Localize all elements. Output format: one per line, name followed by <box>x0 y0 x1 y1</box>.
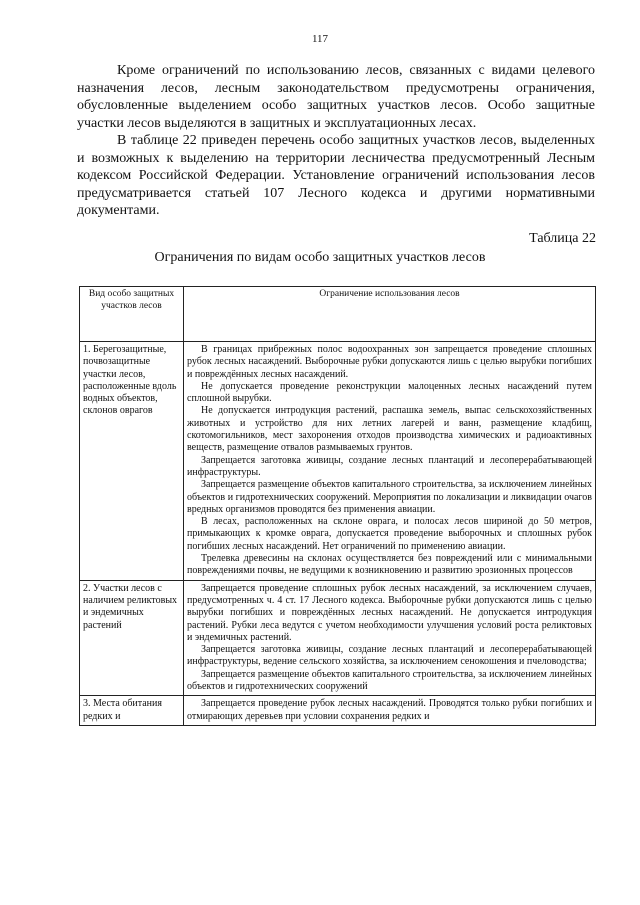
type-cell: 1. Берегозащитные, почвозащитные участки лесов, расположенные вдоль водных объектов, склонов оврагов <box>80 342 184 581</box>
header-restriction: Ограничение использования лесов <box>184 287 596 342</box>
restriction-paragraph: Запрещается размещение объектов капитального строительства, за исключением линейных объектов и гидротехнических сооружений <box>187 668 592 693</box>
table-header-row <box>80 287 596 342</box>
restriction-cell <box>184 696 596 726</box>
table-row <box>80 342 596 581</box>
page-number: 117 <box>311 33 329 45</box>
restriction-paragraph: Не допускается проведение реконструкции малоценных лесных насаждений путем сплошной вырубки. <box>187 380 592 405</box>
restriction-paragraph: Запрещается проведение рубок лесных насаждений. Проводятся только рубки погибших и отмирающих деревьев при условии сохранения редких и <box>187 698 592 722</box>
table-label: Таблица 22 <box>529 231 596 246</box>
type-cell: 2. Участки лесов с наличием реликтовых и эндемичных растений <box>80 580 184 696</box>
table-row <box>80 696 596 726</box>
restriction-paragraph: Запрещается размещение объектов капитального строительства, за исключением линейных объектов и гидротехнических сооружений. Мероприятия по локализации и ликвидации очагов вредных организмов проводятся без применения авиации. <box>187 479 592 515</box>
restriction-paragraph: Не допускается интродукция растений, распашка земель, выпас сельскохозяйственных животных и устройство для них летних лагерей и ванн, размещение кладбищ, скотомогильников, мест захоронения отходов производства химических и радиоактивных веществ, размещение отвалов размываемых грунтов. <box>187 405 592 454</box>
restriction-paragraph: В границах прибрежных полос водоохранных зон запрещается проведение сплошных рубок лесных насаждений. Выборочные рубки допускаются лишь с целью вырубки погибших и повреждённых лесных насаждений. <box>187 344 592 380</box>
paragraph: Кроме ограничений по использованию лесов, связанных с видами целевого назначения лесов, лесным законодательством предусмотрены ограничения, обусловленные выделением особо защитных участков лесов. Особо защитные участки лесов выделяются в защитных и эксплуатационных лесах. <box>77 63 595 131</box>
restriction-cell <box>184 580 596 696</box>
restriction-paragraph: Запрещается заготовка живицы, создание лесных плантаций и лесоперерабатывающей инфраструктуры, ведение сельского хозяйства, за исключением сенокошения и пчеловодства; <box>187 644 592 668</box>
table-row <box>80 580 596 696</box>
header-type: Вид особо защитных участков лесов <box>80 287 184 342</box>
restriction-cell <box>184 342 596 581</box>
restriction-paragraph: В лесах, расположенных на склоне оврага, и полосах лесов шириной до 50 метров, примыкающих к кромке оврага, допускается проведение выборочных и сплошных рубок погибших лесных насаждений. Нет ограничений по применению авиации. <box>187 516 592 552</box>
restriction-paragraph: Запрещается проведение сплошных рубок лесных насаждений, за исключением случаев, предусмотренных ч. 4 ст. 17 Лесного кодекса. Выборочные рубки допускаются лишь с целью вырубки погибших и повреждённых лесных насаждений. Не допускается интродукция растений. Рубки леса ведутся с учетом необходимости улучшения условий роста реликтовых и эндемичных растений. <box>187 582 592 643</box>
type-cell: 3. Места обитания редких и <box>80 696 184 726</box>
table-title: Ограничения по видам особо защитных участков лесов <box>154 250 486 265</box>
body-text <box>77 62 595 220</box>
restriction-paragraph: Запрещается заготовка живицы, создание лесных плантаций и лесоперерабатывающей инфраструктуры. <box>187 454 592 478</box>
restriction-paragraph: Трелевка древесины на склонах осуществляется без повреждений или с минимальными повреждениями почвы, не ведущими к возникновению и развитию эрозионных процессов <box>187 553 592 577</box>
paragraph: В таблице 22 приведен перечень особо защитных участков лесов, выделенных и возможных к выделению на территории лесничества предусмотренный Лесным кодексом Российской Федерации. Установление ограничений использования лесов предусматривается статьей 107 Лесного кодекса и другими нормативными документами. <box>77 133 595 218</box>
restrictions-table <box>79 286 596 726</box>
